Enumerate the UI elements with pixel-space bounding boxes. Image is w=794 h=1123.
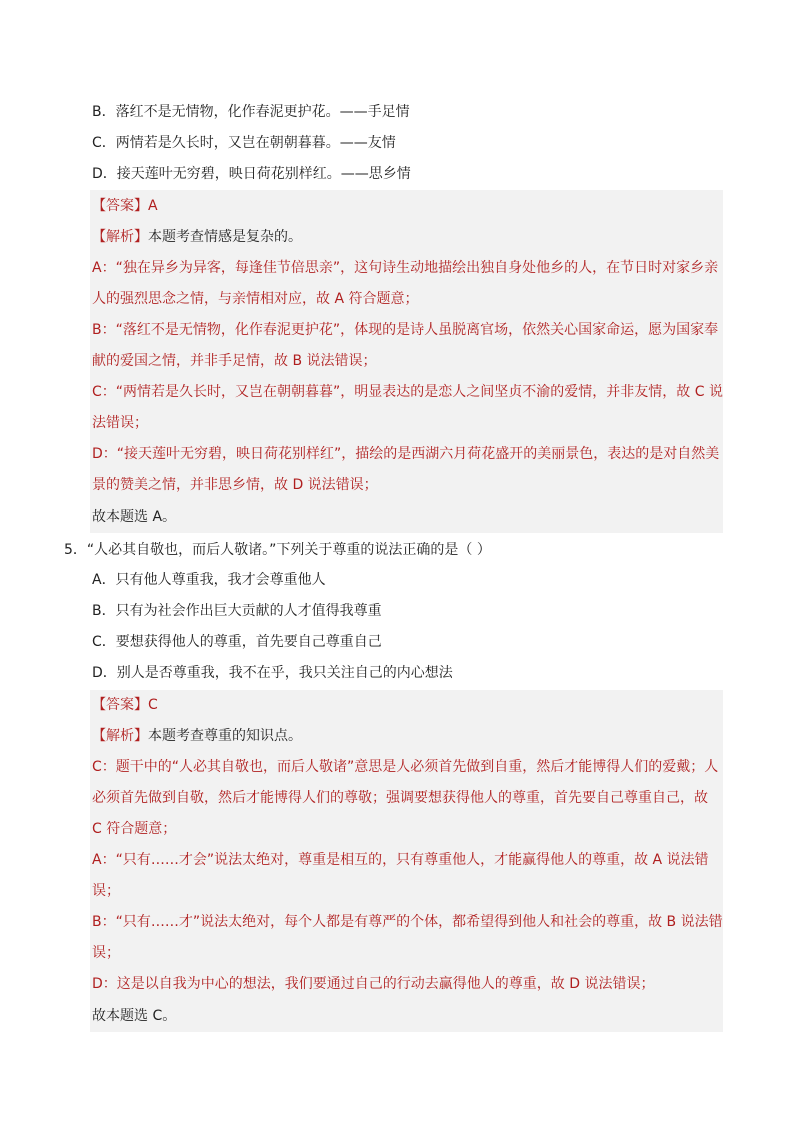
q4-explanation-line: A：“独在异乡为异客，每逢佳节倍思亲”，这句诗生动地描绘出独自身处他乡的人，在节日时对家乡亲: [92, 260, 719, 276]
q5-explanation-line: 误；: [92, 883, 120, 899]
q4-option-d: D．接天莲叶无穷碧，映日荷花别样红。——思乡情: [92, 166, 411, 182]
q4-analysis: [92, 227, 722, 247]
answer-value: A: [148, 198, 158, 214]
q5-answer: [92, 695, 722, 715]
q4-explanation-line: 献的爱国之情，并非手足情，故 B 说法错误；: [92, 353, 377, 369]
answer-label: 【答案】: [92, 697, 148, 713]
analysis-text: 本题考查情感是复杂的。: [148, 229, 302, 245]
q5-analysis: [92, 726, 722, 746]
analysis-text: 本题考查尊重的知识点。: [148, 728, 302, 744]
q4-answer: [92, 196, 722, 216]
q5-explanation-line: 必须首先做到自敬，然后才能博得人们的尊敬；强调要想获得他人的尊重，首先要自己尊重自己，故: [92, 790, 708, 806]
q4-option-b: B．落红不是无情物，化作春泥更护花。——手足情: [92, 104, 410, 120]
q4-conclusion: 故本题选 A。: [92, 509, 177, 525]
q5-explanation-line: C 符合题意；: [92, 821, 177, 837]
q5-option-b: B．只有为社会作出巨大贡献的人才值得我尊重: [92, 603, 382, 619]
analysis-label: 【解析】: [92, 728, 148, 744]
q5-explanation-line: D：这是以自我为中心的想法，我们要通过自己的行动去赢得他人的尊重，故 D 说法错误；: [92, 976, 655, 992]
q5-explanation-line: B：“只有……才”说法太绝对，每个人都是有尊严的个体，都希望得到他人和社会的尊重，故 B 说法错: [92, 914, 723, 930]
q5-explanation-line: C：题干中的“人必其自敬也，而后人敬诸”意思是人必须首先做到自重，然后才能博得人们的爱戴；人: [92, 759, 719, 775]
q4-explanation-line: C：“两情若是久长时，又岂在朝朝暮暮”，明显表达的是恋人之间坚贞不渝的爱情，并非友情，故 C 说: [92, 384, 723, 400]
answer-value: C: [148, 697, 158, 713]
q5-stem: 5．“人必其自敬也，而后人敬诸。”下列关于尊重的说法正确的是（ ）: [64, 542, 491, 558]
answer-label: 【答案】: [92, 198, 148, 214]
q4-explanation-line: B：“落红不是无情物，化作春泥更护花”，体现的是诗人虽脱离官场，依然关心国家命运，愿为国家奉: [92, 322, 719, 338]
q5-option-d: D．别人是否尊重我，我不在乎，我只关注自己的内心想法: [92, 665, 453, 681]
q4-explanation-line: D：“接天莲叶无穷碧，映日荷花别样红”，描绘的是西湖六月荷花盛开的美丽景色，表达的是对自然美: [92, 446, 720, 462]
q5-option-a: A．只有他人尊重我，我才会尊重他人: [92, 572, 326, 588]
q5-explanation-line: A：“只有……才会”说法太绝对，尊重是相互的，只有尊重他人，才能赢得他人的尊重，故 A 说法错: [92, 852, 709, 868]
q4-explanation-line: 景的赞美之情，并非思乡情，故 D 说法错误；: [92, 477, 378, 493]
q4-explanation-line: 人的强烈思念之情，与亲情相对应，故 A 符合题意；: [92, 291, 419, 307]
q4-explanation-line: 法错误；: [92, 415, 148, 431]
q5-option-c: C．要想获得他人的尊重，首先要自己尊重自己: [92, 634, 382, 650]
q5-explanation-line: 误；: [92, 945, 120, 961]
q4-option-c: C．两情若是久长时，又岂在朝朝暮暮。——友情: [92, 135, 396, 151]
analysis-label: 【解析】: [92, 229, 148, 245]
q5-conclusion: 故本题选 C。: [92, 1008, 177, 1024]
